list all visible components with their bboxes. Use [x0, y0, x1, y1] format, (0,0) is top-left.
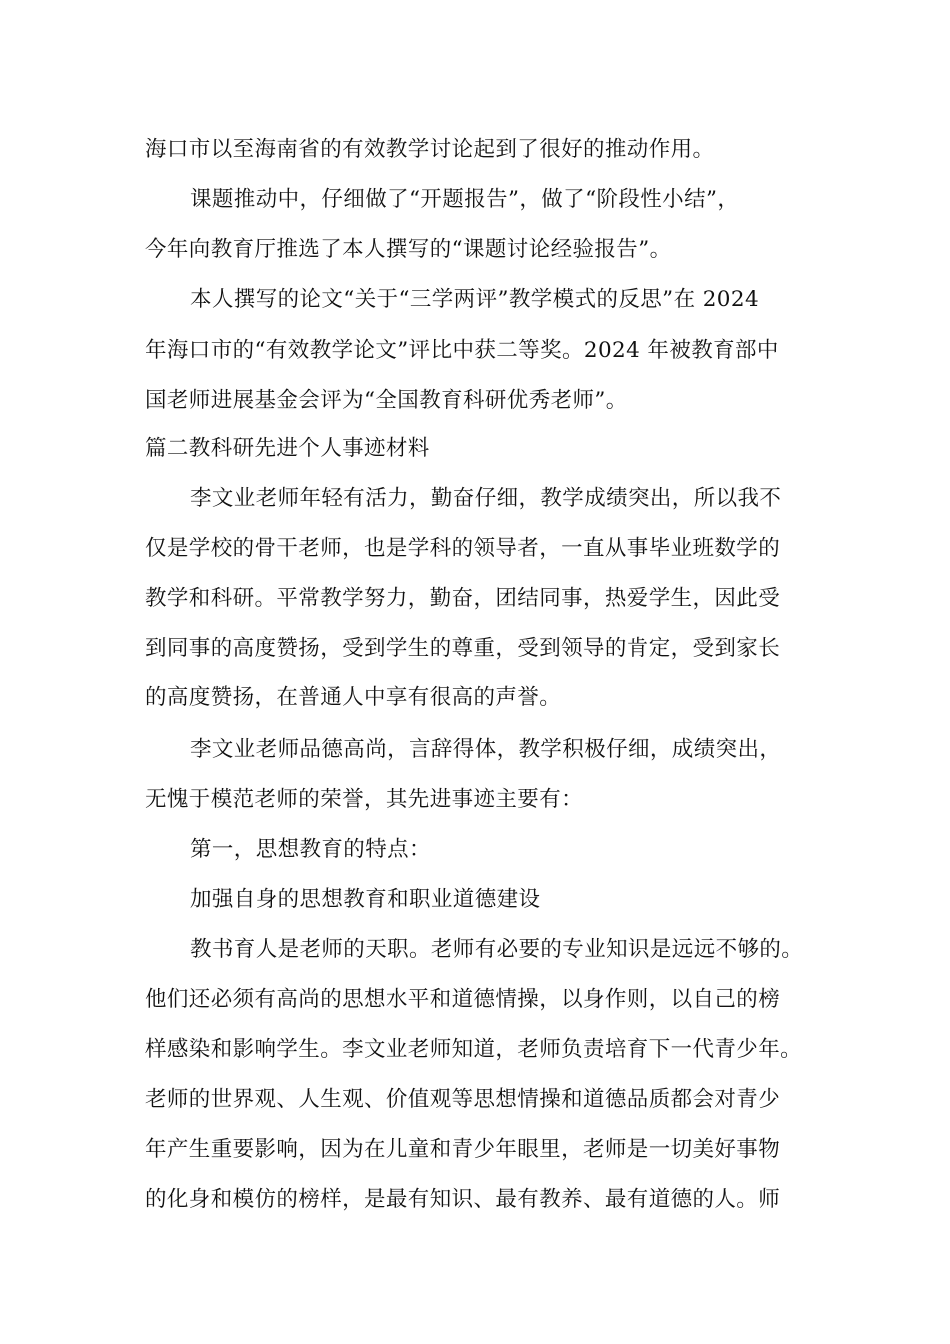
paragraph-line: 教书育人是老师的天职。老师有必要的专业知识是远远不够的。	[190, 937, 804, 962]
paragraph-line: 李文业老师品德高尚，言辞得体，教学积极仔细，成绩突出，	[190, 737, 782, 762]
paragraph-line: 加强自身的思想教育和职业道德建设	[190, 887, 541, 912]
paragraph-line: 国老师进展基金会评为“全国教育科研优秀老师”。	[145, 388, 628, 413]
section-heading: 篇二教科研先进个人事迹材料	[145, 436, 430, 461]
paragraph-line: 本人撰写的论文“关于“三学两评”教学模式的反思”在 2024	[190, 287, 760, 312]
paragraph-line: 课题推动中，仔细做了“开题报告”，做了“阶段性小结”，	[190, 187, 740, 212]
paragraph-line: 他们还必须有高尚的思想水平和道德情操，以身作则，以自己的榜	[145, 987, 781, 1012]
paragraph-line: 第一，思想教育的特点：	[190, 837, 431, 862]
paragraph-line: 的高度赞扬，在普通人中享有很高的声誉。	[145, 685, 562, 710]
paragraph-line: 样感染和影响学生。李文业老师知道，老师负责培育下一代青少年。	[145, 1037, 803, 1062]
paragraph-line: 仅是学校的骨干老师，也是学科的领导者，一直从事毕业班数学的	[145, 536, 781, 561]
paragraph-line: 到同事的高度赞扬，受到学生的尊重，受到领导的肯定，受到家长	[145, 636, 781, 661]
paragraph-line: 今年向教育厅推选了本人撰写的“课题讨论经验报告”。	[145, 237, 672, 262]
paragraph-line: 年产生重要影响，因为在儿童和青少年眼里，老师是一切美好事物	[145, 1137, 781, 1162]
paragraph-line: 老师的世界观、人生观、价值观等思想情操和道德品质都会对青少	[145, 1087, 781, 1112]
paragraph-line: 李文业老师年轻有活力，勤奋仔细，教学成绩突出，所以我不	[190, 486, 782, 511]
paragraph-line: 海口市以至海南省的有效教学讨论起到了很好的推动作用。	[145, 137, 715, 162]
paragraph-line: 的化身和模仿的榜样，是最有知识、最有教养、最有道德的人。师	[145, 1187, 781, 1212]
paragraph-line: 教学和科研。平常教学努力，勤奋，团结同事，热爱学生，因此受	[145, 586, 781, 611]
paragraph-line: 无愧于模范老师的荣誉，其先进事迹主要有：	[145, 787, 584, 812]
paragraph-line: 年海口市的“有效教学论文”评比中获二等奖。2024 年被教育部中	[145, 338, 779, 363]
